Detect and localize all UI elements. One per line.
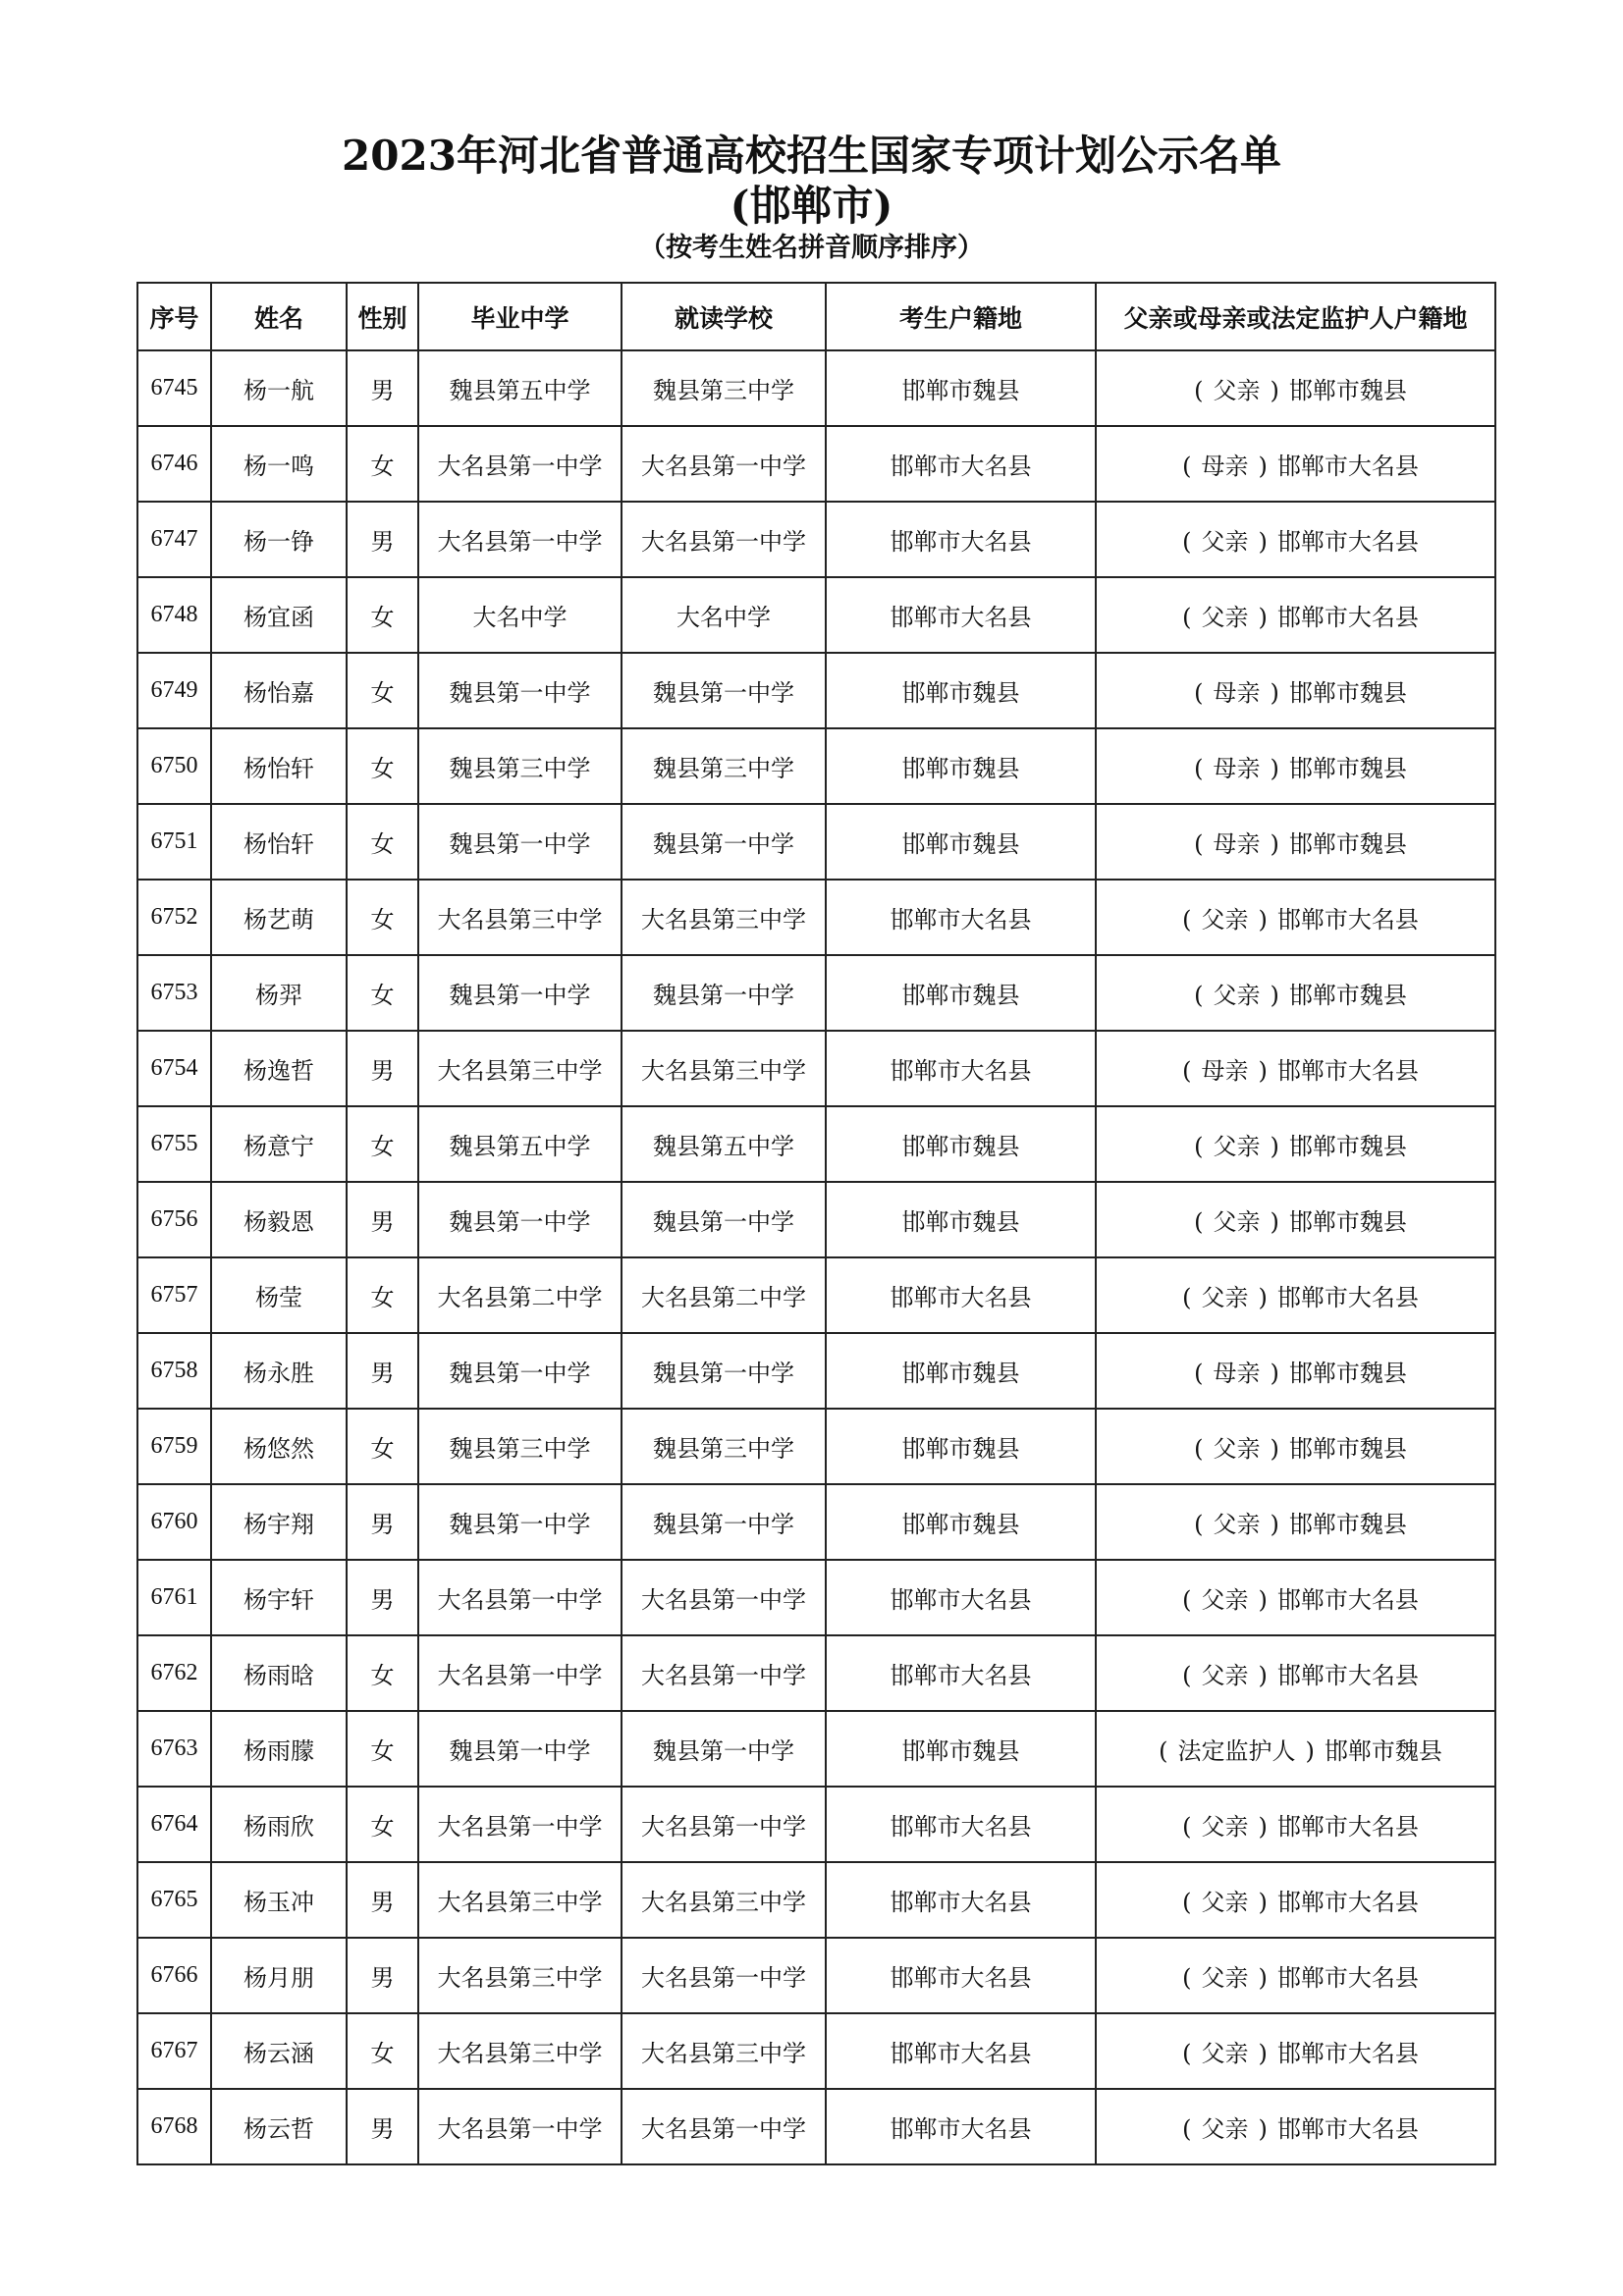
cell-current-school: 大名县第一中学: [622, 1560, 826, 1635]
table-row: [137, 1484, 1495, 1560]
guardian-relation: 母亲: [1213, 679, 1261, 707]
cell-gender: 男: [347, 1560, 418, 1635]
cell-index: 6750: [137, 728, 211, 804]
page-title: 2023年河北省普通高校招生国家专项计划公示名单: [342, 132, 1281, 180]
guardian-residence: 邯郸市大名县: [1276, 1889, 1419, 1916]
table-row: [137, 955, 1495, 1031]
cell-guardian-residence: ( 父亲 ) 邯郸市魏县: [1096, 955, 1495, 1031]
cell-current-school: 魏县第一中学: [622, 1182, 826, 1257]
guardian-residence: 邯郸市魏县: [1288, 830, 1407, 858]
guardian-relation: 父亲: [1201, 1964, 1249, 1992]
cell-guardian-residence: ( 父亲 ) 邯郸市大名县: [1096, 2013, 1495, 2089]
guardian-relation: 父亲: [1213, 1208, 1261, 1236]
cell-residence: 邯郸市魏县: [826, 350, 1096, 426]
cell-gender: 男: [347, 1484, 418, 1560]
cell-index: 6763: [137, 1711, 211, 1787]
table-header: [137, 283, 1495, 350]
guardian-relation: 父亲: [1201, 906, 1249, 934]
cell-guardian-residence: ( 母亲 ) 邯郸市魏县: [1096, 728, 1495, 804]
cell-graduation-school: 魏县第一中学: [418, 653, 622, 728]
column-header-current-school: 就读学校: [622, 283, 826, 350]
cell-graduation-school: 大名县第一中学: [418, 1560, 622, 1635]
guardian-relation: 父亲: [1213, 1435, 1261, 1463]
column-header-gender: 性别: [347, 283, 418, 350]
cell-graduation-school: 大名县第二中学: [418, 1257, 622, 1333]
cell-name: 杨一铮: [211, 502, 347, 577]
guardian-residence: 邯郸市魏县: [1288, 755, 1407, 782]
cell-graduation-school: 魏县第一中学: [418, 1182, 622, 1257]
cell-guardian-residence: ( 父亲 ) 邯郸市大名县: [1096, 1787, 1495, 1862]
cell-guardian-residence: ( 母亲 ) 邯郸市大名县: [1096, 1031, 1495, 1106]
table-body: [137, 350, 1495, 2164]
cell-residence: 邯郸市大名县: [826, 502, 1096, 577]
table-row: [137, 1182, 1495, 1257]
cell-name: 杨悠然: [211, 1409, 347, 1484]
cell-gender: 女: [347, 1635, 418, 1711]
cell-residence: 邯郸市大名县: [826, 2089, 1096, 2164]
guardian-residence: 邯郸市魏县: [1288, 1133, 1407, 1160]
table-row: [137, 1635, 1495, 1711]
table-row: [137, 1711, 1495, 1787]
table-row: [137, 1409, 1495, 1484]
guardian-relation: 父亲: [1201, 1586, 1249, 1614]
guardian-residence: 邯郸市大名县: [1276, 528, 1419, 556]
cell-index: 6747: [137, 502, 211, 577]
cell-graduation-school: 大名中学: [418, 577, 622, 653]
guardian-relation: 父亲: [1201, 2115, 1249, 2143]
guardian-residence: 邯郸市魏县: [1288, 982, 1407, 1009]
cell-index: 6766: [137, 1938, 211, 2013]
cell-graduation-school: 魏县第五中学: [418, 350, 622, 426]
cell-name: 杨月朋: [211, 1938, 347, 2013]
cell-guardian-residence: ( 父亲 ) 邯郸市大名县: [1096, 1862, 1495, 1938]
cell-residence: 邯郸市魏县: [826, 804, 1096, 880]
table-row: [137, 577, 1495, 653]
cell-residence: 邯郸市魏县: [826, 1484, 1096, 1560]
guardian-residence: 邯郸市魏县: [1288, 1360, 1407, 1387]
guardian-residence: 邯郸市大名县: [1276, 906, 1419, 934]
cell-current-school: 魏县第一中学: [622, 1484, 826, 1560]
guardian-relation: 法定监护人: [1177, 1737, 1296, 1765]
cell-current-school: 大名县第一中学: [622, 2089, 826, 2164]
table-row: [137, 1031, 1495, 1106]
cell-residence: 邯郸市大名县: [826, 2013, 1096, 2089]
cell-graduation-school: 大名县第一中学: [418, 1787, 622, 1862]
cell-gender: 男: [347, 1862, 418, 1938]
table-row: [137, 1862, 1495, 1938]
cell-current-school: 大名县第一中学: [622, 1938, 826, 2013]
cell-current-school: 魏县第一中学: [622, 955, 826, 1031]
cell-gender: 女: [347, 653, 418, 728]
cell-index: 6751: [137, 804, 211, 880]
cell-index: 6753: [137, 955, 211, 1031]
cell-gender: 女: [347, 2013, 418, 2089]
cell-index: 6755: [137, 1106, 211, 1182]
guardian-residence: 邯郸市大名县: [1276, 1057, 1419, 1085]
cell-residence: 邯郸市魏县: [826, 1409, 1096, 1484]
guardian-residence: 邯郸市大名县: [1276, 1964, 1419, 1992]
cell-residence: 邯郸市魏县: [826, 1711, 1096, 1787]
guardian-residence: 邯郸市大名县: [1276, 1284, 1419, 1311]
cell-name: 杨云涵: [211, 2013, 347, 2089]
header-row: [137, 283, 1495, 350]
cell-residence: 邯郸市大名县: [826, 426, 1096, 502]
cell-guardian-residence: ( 父亲 ) 邯郸市大名县: [1096, 502, 1495, 577]
cell-graduation-school: 魏县第一中学: [418, 955, 622, 1031]
cell-name: 杨宜函: [211, 577, 347, 653]
cell-graduation-school: 大名县第一中学: [418, 502, 622, 577]
cell-guardian-residence: ( 父亲 ) 邯郸市魏县: [1096, 1409, 1495, 1484]
cell-graduation-school: 大名县第一中学: [418, 1635, 622, 1711]
cell-name: 杨意宁: [211, 1106, 347, 1182]
cell-residence: 邯郸市大名县: [826, 1560, 1096, 1635]
cell-name: 杨毅恩: [211, 1182, 347, 1257]
cell-name: 杨雨朦: [211, 1711, 347, 1787]
table-row: [137, 880, 1495, 955]
cell-current-school: 大名县第二中学: [622, 1257, 826, 1333]
cell-graduation-school: 大名县第三中学: [418, 1031, 622, 1106]
cell-index: 6767: [137, 2013, 211, 2089]
cell-gender: 女: [347, 1409, 418, 1484]
cell-name: 杨玉冲: [211, 1862, 347, 1938]
cell-gender: 男: [347, 350, 418, 426]
cell-current-school: 魏县第五中学: [622, 1106, 826, 1182]
guardian-relation: 母亲: [1201, 1057, 1249, 1085]
guardian-residence: 邯郸市大名县: [1276, 1662, 1419, 1689]
cell-residence: 邯郸市大名县: [826, 880, 1096, 955]
cell-graduation-school: 大名县第三中学: [418, 2013, 622, 2089]
cell-graduation-school: 大名县第三中学: [418, 1938, 622, 2013]
guardian-residence: 邯郸市魏县: [1324, 1737, 1442, 1765]
guardian-relation: 父亲: [1213, 1511, 1261, 1538]
column-header-graduation-school: 毕业中学: [418, 283, 622, 350]
table-row: [137, 653, 1495, 728]
table-row: [137, 2013, 1495, 2089]
cell-current-school: 大名县第三中学: [622, 1031, 826, 1106]
cell-graduation-school: 大名县第一中学: [418, 426, 622, 502]
city-subtitle: (邯郸市): [730, 182, 893, 230]
cell-name: 杨怡嘉: [211, 653, 347, 728]
cell-graduation-school: 魏县第五中学: [418, 1106, 622, 1182]
cell-guardian-residence: ( 父亲 ) 邯郸市魏县: [1096, 1484, 1495, 1560]
cell-guardian-residence: ( 父亲 ) 邯郸市大名县: [1096, 1560, 1495, 1635]
cell-name: 杨永胜: [211, 1333, 347, 1409]
guardian-relation: 父亲: [1213, 1133, 1261, 1160]
cell-index: 6745: [137, 350, 211, 426]
guardian-residence: 邯郸市魏县: [1288, 377, 1407, 404]
cell-index: 6756: [137, 1182, 211, 1257]
cell-current-school: 魏县第一中学: [622, 1333, 826, 1409]
cell-current-school: 魏县第一中学: [622, 804, 826, 880]
cell-name: 杨雨欣: [211, 1787, 347, 1862]
cell-name: 杨云哲: [211, 2089, 347, 2164]
guardian-relation: 母亲: [1213, 1360, 1261, 1387]
guardian-relation: 母亲: [1213, 830, 1261, 858]
guardian-relation: 父亲: [1201, 528, 1249, 556]
guardian-relation: 父亲: [1201, 1889, 1249, 1916]
cell-current-school: 大名县第三中学: [622, 2013, 826, 2089]
cell-gender: 女: [347, 728, 418, 804]
table-row: [137, 728, 1495, 804]
column-header-index: 序号: [137, 283, 211, 350]
guardian-residence: 邯郸市魏县: [1288, 1208, 1407, 1236]
cell-current-school: 魏县第三中学: [622, 350, 826, 426]
guardian-relation: 母亲: [1213, 755, 1261, 782]
cell-name: 杨羿: [211, 955, 347, 1031]
cell-residence: 邯郸市大名县: [826, 1031, 1096, 1106]
cell-residence: 邯郸市魏县: [826, 653, 1096, 728]
cell-residence: 邯郸市大名县: [826, 1938, 1096, 2013]
cell-current-school: 魏县第三中学: [622, 1409, 826, 1484]
cell-guardian-residence: ( 法定监护人 ) 邯郸市魏县: [1096, 1711, 1495, 1787]
cell-index: 6759: [137, 1409, 211, 1484]
cell-guardian-residence: ( 父亲 ) 邯郸市大名县: [1096, 1257, 1495, 1333]
cell-graduation-school: 魏县第一中学: [418, 804, 622, 880]
cell-residence: 邯郸市大名县: [826, 1787, 1096, 1862]
cell-guardian-residence: ( 母亲 ) 邯郸市魏县: [1096, 653, 1495, 728]
cell-gender: 女: [347, 577, 418, 653]
cell-guardian-residence: ( 母亲 ) 邯郸市魏县: [1096, 1333, 1495, 1409]
table-row: [137, 1938, 1495, 2013]
roster-table: [136, 282, 1496, 2165]
guardian-residence: 邯郸市魏县: [1288, 1511, 1407, 1538]
cell-gender: 女: [347, 1257, 418, 1333]
cell-current-school: 大名县第三中学: [622, 1862, 826, 1938]
cell-index: 6746: [137, 426, 211, 502]
cell-gender: 女: [347, 1711, 418, 1787]
table-row: [137, 1333, 1495, 1409]
cell-residence: 邯郸市大名县: [826, 1257, 1096, 1333]
guardian-relation: 父亲: [1201, 1662, 1249, 1689]
cell-index: 6760: [137, 1484, 211, 1560]
cell-gender: 男: [347, 1031, 418, 1106]
cell-gender: 女: [347, 1787, 418, 1862]
guardian-relation: 母亲: [1201, 453, 1249, 480]
cell-graduation-school: 大名县第三中学: [418, 1862, 622, 1938]
guardian-relation: 父亲: [1213, 377, 1261, 404]
guardian-relation: 父亲: [1201, 604, 1249, 631]
cell-index: 6765: [137, 1862, 211, 1938]
cell-current-school: 魏县第三中学: [622, 728, 826, 804]
cell-current-school: 魏县第一中学: [622, 1711, 826, 1787]
cell-index: 6762: [137, 1635, 211, 1711]
guardian-relation: 父亲: [1213, 982, 1261, 1009]
cell-gender: 女: [347, 955, 418, 1031]
cell-residence: 邯郸市魏县: [826, 955, 1096, 1031]
cell-graduation-school: 大名县第一中学: [418, 2089, 622, 2164]
cell-gender: 男: [347, 1938, 418, 2013]
cell-current-school: 大名县第一中学: [622, 426, 826, 502]
cell-current-school: 大名县第三中学: [622, 880, 826, 955]
cell-graduation-school: 魏县第一中学: [418, 1711, 622, 1787]
guardian-residence: 邯郸市魏县: [1288, 679, 1407, 707]
cell-gender: 男: [347, 1182, 418, 1257]
cell-name: 杨莹: [211, 1257, 347, 1333]
cell-gender: 女: [347, 426, 418, 502]
cell-gender: 女: [347, 804, 418, 880]
guardian-residence: 邯郸市大名县: [1276, 453, 1419, 480]
cell-name: 杨逸哲: [211, 1031, 347, 1106]
table-row: [137, 1560, 1495, 1635]
cell-current-school: 大名县第一中学: [622, 1635, 826, 1711]
cell-current-school: 大名县第一中学: [622, 1787, 826, 1862]
cell-guardian-residence: ( 母亲 ) 邯郸市大名县: [1096, 426, 1495, 502]
cell-guardian-residence: ( 父亲 ) 邯郸市大名县: [1096, 1635, 1495, 1711]
table-row: [137, 1257, 1495, 1333]
cell-name: 杨雨晗: [211, 1635, 347, 1711]
cell-name: 杨一航: [211, 350, 347, 426]
cell-guardian-residence: ( 父亲 ) 邯郸市大名县: [1096, 2089, 1495, 2164]
cell-graduation-school: 魏县第一中学: [418, 1484, 622, 1560]
cell-gender: 男: [347, 2089, 418, 2164]
cell-index: 6748: [137, 577, 211, 653]
cell-name: 杨宇轩: [211, 1560, 347, 1635]
cell-graduation-school: 魏县第三中学: [418, 728, 622, 804]
cell-index: 6758: [137, 1333, 211, 1409]
cell-residence: 邯郸市大名县: [826, 1862, 1096, 1938]
cell-name: 杨怡轩: [211, 804, 347, 880]
cell-graduation-school: 大名县第三中学: [418, 880, 622, 955]
guardian-relation: 父亲: [1201, 2040, 1249, 2067]
cell-name: 杨怡轩: [211, 728, 347, 804]
cell-index: 6757: [137, 1257, 211, 1333]
cell-name: 杨宇翔: [211, 1484, 347, 1560]
table-row: [137, 1106, 1495, 1182]
cell-gender: 男: [347, 502, 418, 577]
cell-guardian-residence: ( 父亲 ) 邯郸市魏县: [1096, 1106, 1495, 1182]
guardian-relation: 父亲: [1201, 1813, 1249, 1841]
table-row: [137, 1787, 1495, 1862]
table-row: [137, 426, 1495, 502]
table-row: [137, 502, 1495, 577]
cell-gender: 女: [347, 1106, 418, 1182]
cell-index: 6754: [137, 1031, 211, 1106]
cell-graduation-school: 魏县第三中学: [418, 1409, 622, 1484]
cell-index: 6761: [137, 1560, 211, 1635]
cell-name: 杨艺萌: [211, 880, 347, 955]
guardian-residence: 邯郸市大名县: [1276, 2115, 1419, 2143]
cell-residence: 邯郸市大名县: [826, 577, 1096, 653]
cell-index: 6749: [137, 653, 211, 728]
cell-guardian-residence: ( 父亲 ) 邯郸市魏县: [1096, 350, 1495, 426]
cell-current-school: 大名县第一中学: [622, 502, 826, 577]
guardian-residence: 邯郸市大名县: [1276, 2040, 1419, 2067]
cell-guardian-residence: ( 父亲 ) 邯郸市魏县: [1096, 1182, 1495, 1257]
sort-note: （按考生姓名拼音顺序排序）: [639, 233, 984, 263]
cell-guardian-residence: ( 母亲 ) 邯郸市魏县: [1096, 804, 1495, 880]
cell-guardian-residence: ( 父亲 ) 邯郸市大名县: [1096, 880, 1495, 955]
cell-current-school: 魏县第一中学: [622, 653, 826, 728]
guardian-residence: 邯郸市魏县: [1288, 1435, 1407, 1463]
cell-guardian-residence: ( 父亲 ) 邯郸市大名县: [1096, 1938, 1495, 2013]
column-header-residence: 考生户籍地: [826, 283, 1096, 350]
cell-gender: 女: [347, 880, 418, 955]
table-row: [137, 2089, 1495, 2164]
cell-residence: 邯郸市大名县: [826, 1635, 1096, 1711]
cell-index: 6752: [137, 880, 211, 955]
cell-index: 6768: [137, 2089, 211, 2164]
cell-residence: 邯郸市魏县: [826, 728, 1096, 804]
guardian-residence: 邯郸市大名县: [1276, 1813, 1419, 1841]
cell-residence: 邯郸市魏县: [826, 1333, 1096, 1409]
guardian-residence: 邯郸市大名县: [1276, 604, 1419, 631]
guardian-residence: 邯郸市大名县: [1276, 1586, 1419, 1614]
cell-gender: 男: [347, 1333, 418, 1409]
table-row: [137, 804, 1495, 880]
cell-graduation-school: 魏县第一中学: [418, 1333, 622, 1409]
column-header-name: 姓名: [211, 283, 347, 350]
cell-current-school: 大名中学: [622, 577, 826, 653]
table-row: [137, 350, 1495, 426]
guardian-relation: 父亲: [1201, 1284, 1249, 1311]
cell-residence: 邯郸市魏县: [826, 1106, 1096, 1182]
cell-index: 6764: [137, 1787, 211, 1862]
cell-name: 杨一鸣: [211, 426, 347, 502]
cell-residence: 邯郸市魏县: [826, 1182, 1096, 1257]
cell-guardian-residence: ( 父亲 ) 邯郸市大名县: [1096, 577, 1495, 653]
column-header-guardian-residence: 父亲或母亲或法定监护人户籍地: [1096, 283, 1495, 350]
